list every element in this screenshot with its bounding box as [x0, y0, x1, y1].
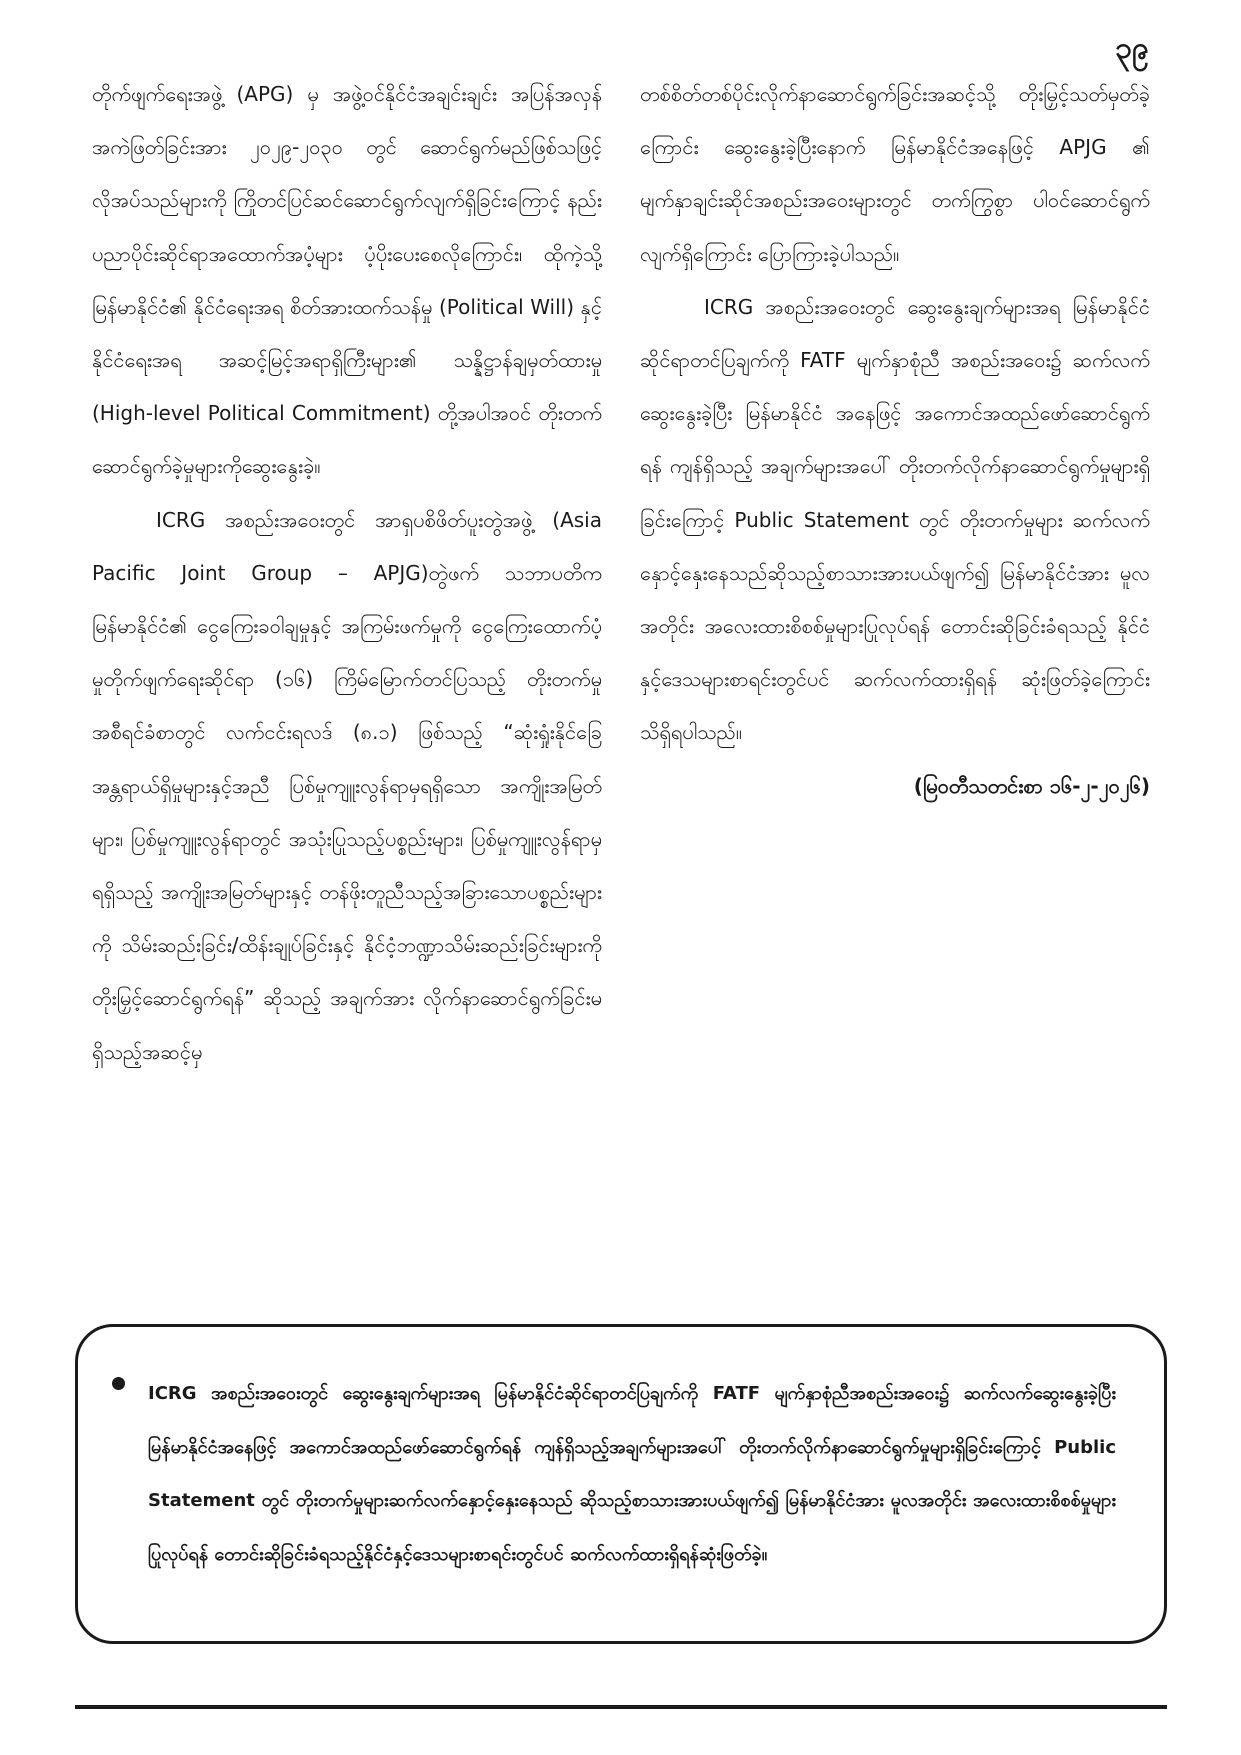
summary-box [75, 1324, 1167, 1644]
right-paragraph-2: ICRG အစည်းအဝေးတွင် ဆွေးနွေးချက်များအရ မြန်မာနိုင်ငံဆိုင်ရာတင်ပြချက်ကို FATF မျက်နှာစုံညီ အစည်းအဝေး၌ ဆက်လက်ဆွေးနွေးခဲ့ပြီး မြန်မာနိုင်ငံ အနေဖြင့် အကောင်အထည်ဖော်ဆောင်ရွက်ရန် ကျန်ရှိသည့် အချက်များအပေါ် တိုးတက်လိုက်နာဆောင်ရွက်မှုများရှိခြင်းကြောင့် Public Statement တွင် တိုးတက်မှုများ ဆက်လက်နှောင့်နှေးနေသည်ဆိုသည့်စာသားအားပယ်ဖျက်၍ မြန်မာနိုင်ငံအား မူလအတိုင်း အလေးထားစိစစ်မှုများပြုလုပ်ရန် တောင်းဆိုခြင်းခံရသည့် နိုင်ငံနှင့်ဒေသများစာရင်းတွင်ပင် ဆက်လက်ထားရှိရန် ဆုံးဖြတ်ခဲ့ကြောင်း သိရှိရပါသည်။ [640, 294, 1150, 745]
source-citation: (မြဝတီသတင်းစာ ၁၆-၂-၂၀၂၆) [913, 773, 1150, 798]
page-number: ၃၉ [1115, 31, 1149, 66]
left-paragraph-1: တိုက်ဖျက်ရေးအဖွဲ့ (APG) မှ အဖွဲ့ဝင်နိုင်ငံအချင်းချင်း အပြန်အလှန်အကဲဖြတ်ခြင်းအား ၂၀၂၉-၂၀၃၀ တွင် ဆောင်ရွက်မည်ဖြစ်သဖြင့် လိုအပ်သည်များကို ကြိုတင်ပြင်ဆင်ဆောင်ရွက်လျက်ရှိခြင်းကြောင့် နည်းပညာပိုင်းဆိုင်ရာအထောက်အပံ့များ ပံ့ပိုးပေးစေလိုကြောင်း၊ ထိုကဲ့သို့ မြန်မာနိုင်ငံ၏ နိုင်ငံရေးအရ စိတ်အားထက်သန်မှု (Political Will) နှင့် နိုင်ငံရေးအရ အဆင့်မြင့်အရာရှိကြီးများ၏ သန္နိဋ္ဌာန်ချမှတ်ထားမှု (High-level Political Commitment) တို့အပါအဝင် တိုးတက်ဆောင်ရွက်ခဲ့မှုများကိုဆွေးနွေးခဲ့။ [92, 82, 602, 479]
bullet-icon [112, 1377, 125, 1390]
right-column [640, 68, 1150, 813]
summary-text: ICRG အစည်းအဝေးတွင် ဆွေးနွေးချက်များအရ မြန်မာနိုင်ငံဆိုင်ရာတင်ပြချက်ကို FATF မျက်နှာစုံညီအစည်းအဝေး၌ ဆက်လက်ဆွေးနွေးခဲ့ပြီး မြန်မာနိုင်ငံအနေဖြင့် အကောင်အထည်ဖော်ဆောင်ရွက်ရန် ကျန်ရှိသည့်အချက်များအပေါ် တိုးတက်လိုက်နာဆောင်ရွက်မှုများရှိခြင်းကြောင့် Public Statement တွင် တိုးတက်မှုများဆက်လက်နှောင့်နှေးနေသည် ဆိုသည့်စာသားအားပယ်ဖျက်၍ မြန်မာနိုင်ငံအား မူလအတိုင်း အလေးထားစိစစ်မှုများပြုလုပ်ရန် တောင်းဆိုခြင်းခံရသည့်နိုင်ငံနှင့်ဒေသများစာရင်းတွင်ပင် ဆက်လက်ထားရှိရန်ဆုံးဖြတ်ခဲ့။ [148, 1383, 1116, 1565]
left-paragraph-2: ICRG အစည်းအဝေးတွင် အာရှပစိဖိတ်ပူးတွဲအဖွဲ့ (Asia Pacific Joint Group – APJG)တွဲဖက် သဘာပတိက မြန်မာနိုင်ငံ၏ ငွေကြေးခဝါချမှုနှင့် အကြမ်းဖက်မှုကို ငွေကြေးထောက်ပံ့မှုတိုက်ဖျက်ရေးဆိုင်ရာ (၁၆) ကြိမ်မြောက်တင်ပြသည့် တိုးတက်မှုအစီရင်ခံစာတွင် လက်ငင်းရလဒ် (၈.၁) ဖြစ်သည့် “ဆုံးရှုံးနိုင်ခြေအန္တရာယ်ရှိမှုများနှင့်အညီ ပြစ်မှုကျူးလွန်ရာမှရရှိသော အကျိုးအမြတ်များ၊ ပြစ်မှုကျူးလွန်ရာတွင် အသုံးပြုသည့်ပစ္စည်းများ၊ ပြစ်မှုကျူးလွန်ရာမှရရှိသည့် အကျိုးအမြတ်များနှင့် တန်ဖိုးတူညီသည့်အခြားသောပစ္စည်းများကို သိမ်းဆည်းခြင်း/ထိန်းချုပ်ခြင်းနှင့် နိုင်ငံ့ဘဏ္ဍာသိမ်းဆည်းခြင်းများကို တိုးမြှင့်ဆောင်ရွက်ရန်” ဆိုသည့် အချက်အား လိုက်နာဆောင်ရွက်ခြင်းမရှိသည့်အဆင့်မှ [92, 507, 602, 1064]
bottom-divider [75, 1705, 1167, 1709]
left-column [92, 68, 602, 1079]
right-paragraph-1: တစ်စိတ်တစ်ပိုင်းလိုက်နာဆောင်ရွက်ခြင်းအဆင့်သို့ တိုးမြှင့်သတ်မှတ်ခဲ့ကြောင်း ဆွေးနွေးခဲ့ပြီးနောက် မြန်မာနိုင်ငံအနေဖြင့် APJG ၏ မျက်နှာချင်းဆိုင်အစည်းအဝေးများတွင် တက်ကြွစွာ ပါဝင်ဆောင်ရွက်လျက်ရှိကြောင်း ပြောကြားခဲ့ပါသည်။ [640, 82, 1150, 266]
